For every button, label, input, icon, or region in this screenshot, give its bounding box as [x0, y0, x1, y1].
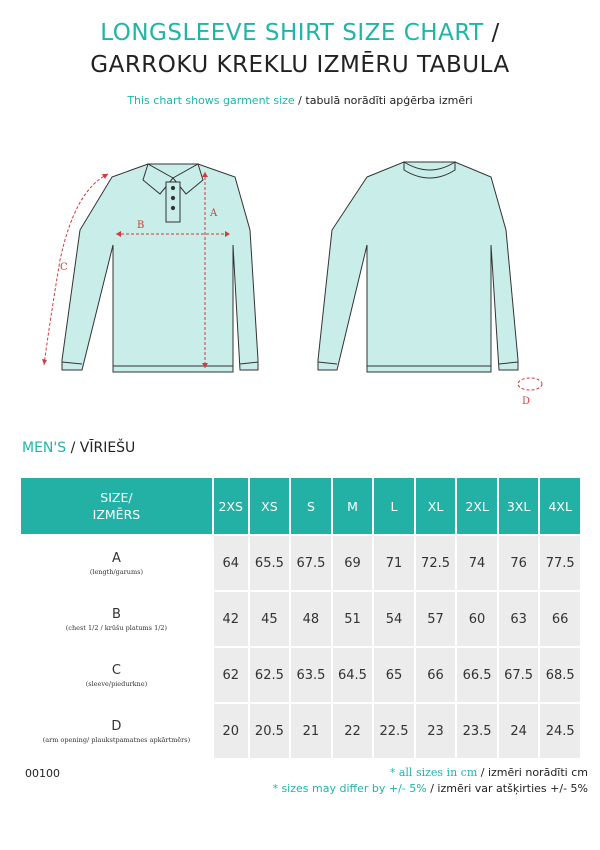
note-units-lv: / izmēri norādīti cm — [477, 766, 588, 779]
table-cell: 66.5 — [457, 648, 497, 702]
table-row — [21, 536, 580, 590]
back-shirt — [318, 162, 518, 372]
header-col: 2XS — [214, 478, 248, 534]
table-cell: 20.5 — [250, 704, 290, 758]
label-a: A — [210, 208, 218, 219]
table-cell: 24.5 — [540, 704, 580, 758]
label-d: D — [522, 396, 531, 407]
table-cell: 65 — [374, 648, 414, 702]
subtitle-en: This chart shows garment size — [127, 94, 295, 107]
row-header: B (chest 1/2 / krūšu platums 1/2) — [21, 592, 212, 646]
header-size: SIZE/ IZMĒRS — [21, 478, 212, 534]
header-col: L — [374, 478, 414, 534]
title-english — [0, 20, 600, 46]
row-header: A (length/garums) — [21, 536, 212, 590]
table-cell: 42 — [214, 592, 248, 646]
table-cell: 69 — [333, 536, 373, 590]
table-cell: 65.5 — [250, 536, 290, 590]
table-cell: 71 — [374, 536, 414, 590]
table-cell: 67.5 — [291, 536, 331, 590]
header-col: 3XL — [499, 478, 539, 534]
section-en: MEN'S — [22, 440, 67, 456]
table-cell: 23.5 — [457, 704, 497, 758]
table-cell: 63.5 — [291, 648, 331, 702]
table-cell: 66 — [416, 648, 456, 702]
table-cell: 54 — [374, 592, 414, 646]
table-cell: 64.5 — [333, 648, 373, 702]
header-col: M — [333, 478, 373, 534]
table-cell: 22 — [333, 704, 373, 758]
table-cell: 48 — [291, 592, 331, 646]
table-row — [21, 648, 580, 702]
subtitle-lv: / tabulā norādīti apģērba izmēri — [294, 94, 473, 107]
note-units-en: all sizes in cm — [398, 766, 478, 779]
product-code: 00100 — [25, 767, 60, 780]
table-cell: 77.5 — [540, 536, 580, 590]
subtitle — [0, 94, 600, 107]
title-separator: / — [483, 20, 500, 46]
table-cell: 21 — [291, 704, 331, 758]
header-col: S — [291, 478, 331, 534]
row-header: C (sleeve/piedurkne) — [21, 648, 212, 702]
header-col: 2XL — [457, 478, 497, 534]
table-cell: 23 — [416, 704, 456, 758]
table-cell: 68.5 — [540, 648, 580, 702]
table-cell: 45 — [250, 592, 290, 646]
table-cell: 22.5 — [374, 704, 414, 758]
table-cell: 57 — [416, 592, 456, 646]
table-cell: 72.5 — [416, 536, 456, 590]
header-col: XL — [416, 478, 456, 534]
table-cell: 60 — [457, 592, 497, 646]
section-label — [22, 440, 135, 456]
table-cell: 63 — [499, 592, 539, 646]
note-tolerance-en: * sizes may differ by +/- 5% — [272, 782, 427, 795]
note-units: * all sizes in cm / izmēri norādīti cm — [389, 766, 588, 779]
title-latvian: GARROKU KREKLU IZMĒRU TABULA — [90, 52, 510, 78]
table-cell: 20 — [214, 704, 248, 758]
table-row — [21, 592, 580, 646]
title-en-text: LONGSLEEVE SHIRT SIZE CHART — [100, 20, 484, 46]
note-tolerance — [272, 782, 588, 795]
table-header-row — [21, 478, 580, 534]
label-c: C — [60, 262, 68, 273]
table-cell: 24 — [499, 704, 539, 758]
section-lv: / VĪRIEŠU — [66, 440, 136, 456]
header-col: 4XL — [540, 478, 580, 534]
front-shirt — [62, 164, 258, 372]
table-row — [21, 704, 580, 758]
table-cell: 67.5 — [499, 648, 539, 702]
table-cell: 66 — [540, 592, 580, 646]
shirt-illustration — [0, 150, 600, 415]
table-cell: 62.5 — [250, 648, 290, 702]
note-tolerance-lv: / izmēri var atšķirties +/- 5% — [426, 782, 588, 795]
table-cell: 76 — [499, 536, 539, 590]
header-col: XS — [250, 478, 290, 534]
table-cell: 74 — [457, 536, 497, 590]
table-cell: 62 — [214, 648, 248, 702]
cuff-measure — [518, 378, 542, 390]
table-cell: 64 — [214, 536, 248, 590]
size-table — [19, 476, 582, 760]
label-b: B — [137, 220, 145, 231]
row-header: D (arm opening/ plaukstpamatnes apkārtmērs) — [21, 704, 212, 758]
table-cell: 51 — [333, 592, 373, 646]
